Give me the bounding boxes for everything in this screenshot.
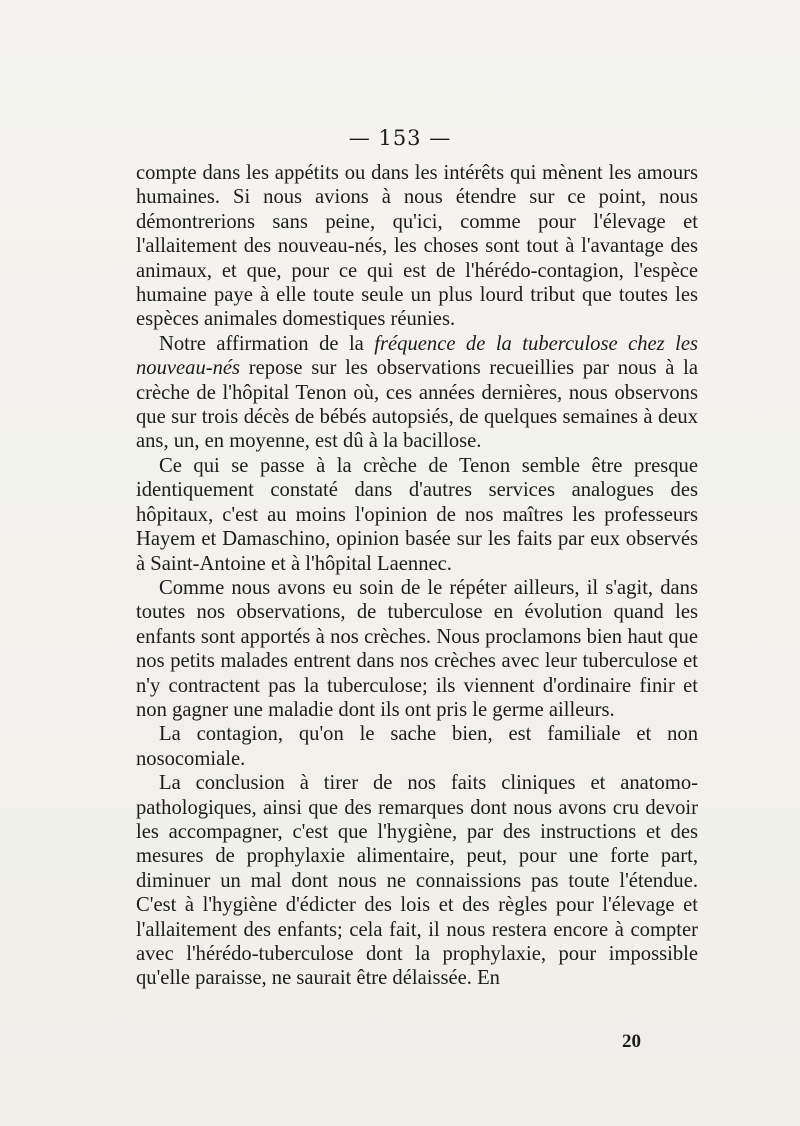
page-number: — 153 — bbox=[348, 126, 452, 150]
paragraph-2-lead: Notre affirmation de la bbox=[159, 332, 375, 355]
body-text bbox=[136, 161, 698, 991]
paragraph-2-rest: repose sur les observations recueillies par nous à la crèche de l'hôpital Tenon où, ces années dernières, nous observons que sur trois décès de bébés autopsiés, de quelques semaines à deux ans, un, en moyenne, est dû à la bacillose. bbox=[136, 357, 698, 453]
paragraph-1: compte dans les appétits ou dans les intérêts qui mènent les amours humaines. Si nous avions à nous étendre sur ce point, nous démontrerions sans peine, qu'ici, comme pour l'élevage et l'allaitement des nouveau-nés, les choses sont tout à l'avantage des animaux, et que, pour ce qui est de l'hérédo-contagion, l'espèce humaine paye à elle toute seule un plus lourd tribut que toutes les espèces animales domestiques réunies. bbox=[136, 162, 698, 331]
paragraph-6: La conclusion à tirer de nos faits cliniques et anatomo-pathologiques, ainsi que des remarques dont nous avons cru devoir les accompagner, c'est que l'hygiène, par des instructions et des mesures de prophylaxie alimentaire, peut, pour une forte part, diminuer un mal dont nous ne connaissions pas toute l'étendue. C'est à l'hygiène d'édicter des lois et des règles pour l'élevage et l'allaitement des enfants; cela fait, il nous restera encore à compter avec l'hérédo-tuberculose dont la prophylaxie, pour impossible qu'elle paraisse, ne saurait être délaissée. En bbox=[136, 772, 698, 990]
paragraph-5: La contagion, qu'on le sache bien, est familiale et non nosocomiale. bbox=[136, 723, 698, 770]
paragraph-3: Ce qui se passe à la crèche de Tenon semble être presque identiquement constaté dans d'autres services analogues des hôpitaux, c'est au moins l'opinion de nos maîtres les professeurs Hayem et Damaschino, opinion basée sur les faits par eux observés à Saint-Antoine et à l'hôpital Laennec. bbox=[136, 454, 698, 575]
signature-mark: 20 bbox=[622, 1031, 641, 1052]
paragraph-4: Comme nous avons eu soin de le répéter ailleurs, il s'agit, dans toutes nos observations, de tuberculose en évolution quand les enfants sont apportés à nos crèches. Nous proclamons bien haut que nos petits malades entrent dans nos crèches avec leur tuberculose et n'y contractent pas la tuberculose; ils viennent d'ordinaire finir et non gagner une maladie dont ils ont pris le germe ailleurs. bbox=[136, 576, 698, 721]
paragraph-2-emphasis: fréquence de la tuberculose chez les nouveau-nés bbox=[136, 332, 698, 380]
paragraph-2 bbox=[136, 332, 698, 454]
